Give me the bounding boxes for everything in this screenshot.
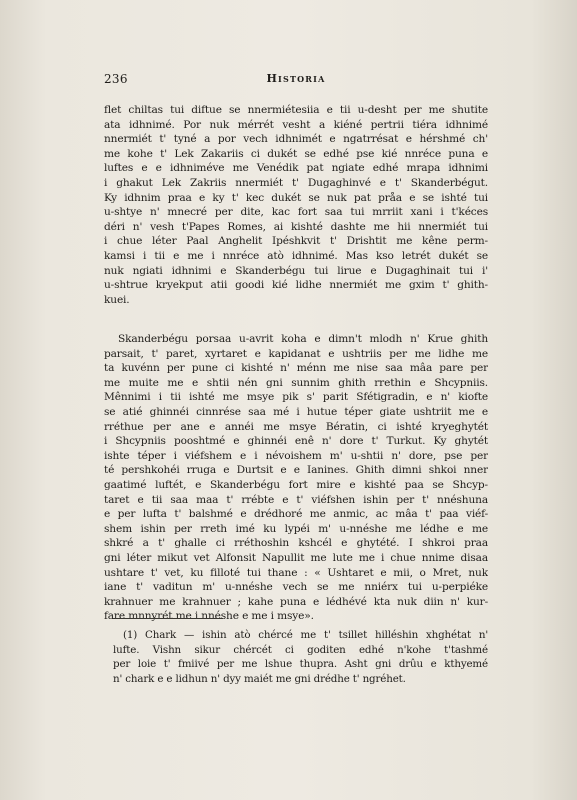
text-line: fare mnnyrét me i nnéshe e me i msye». <box>104 610 314 623</box>
text-line: se atié ghinnéi cinnrése saa mé i hutue téper giate ushtriit me e <box>104 405 488 418</box>
text-line: i ghakut Lek Zakriis nnermiét t' Dugaghinvé e t' Skanderbégut. <box>104 176 488 189</box>
text-line: ta kuvénn per pune ci kishté n' ménn me nise saa mâa pare per <box>104 362 488 375</box>
text-line: Mênnimi i tii ishté me msye pik s' parit Sfétigradin, e n' kiofte <box>104 391 488 404</box>
text-line: shem ishin per rreth imé ku lypéi m' u-nnéshe me lédhe e me <box>104 522 488 535</box>
text-line: luftes e e idhniméve me Venédik pat ngiate edhé mrapa idhnimi <box>104 162 488 175</box>
running-title: Historia <box>266 72 326 85</box>
footnote-line: per loie t' fmiivé per me lshue thupra. Asht gni drûu e kthyemé <box>113 658 488 671</box>
text-line: kuei. <box>104 293 130 306</box>
text-line: kamsi i tii e me i nnréce atò idhnimé. Mas kso letrét dukét se <box>104 249 488 262</box>
text-line: iane t' vaditun m' u-nnéshe vech se me nniérx tui u-perpiéke <box>104 581 488 594</box>
text-line: ushtare t' vet, ku filloté tui thane : « Ushtaret e mii, o Mret, nuk <box>104 566 488 579</box>
text-line: u-shtye n' mnecré per dite, kac fort saa tui mrriit xani i t'kéces <box>104 206 488 219</box>
text-line: nuk ngiati idhnimi e Skanderbégu tui lirue e Dugaghinait tui i' <box>104 264 488 277</box>
footnote-line: n' chark e e lidhun n' dyy maiét me gni drédhe t' ngréhet. <box>113 672 406 685</box>
text-line: u-shtrue kryekput atii goodi kié lidhe nnermiét me gxim t' ghith- <box>104 279 488 292</box>
text-line: té pershkohéi rruga e Durtsit e e Ianines. Ghith dimni shkoi nner <box>104 464 488 477</box>
page-number: 236 <box>104 72 128 86</box>
text-line: Skanderbégu porsaa u-avrit koha e dimn't mlodh n' Krue ghith <box>118 333 488 345</box>
text-line: krahnuer me krahnuer ; kahe puna e lédhévé kta nuk diin n' kur- <box>104 595 488 608</box>
text-line: gni léter mikut vet Alfonsit Napullit me lute me i chue nnime disaa <box>104 551 488 564</box>
footnote-divider <box>113 618 223 619</box>
text-line: parsait, t' paret, xyrtaret e kapidanat e ushtriis per me lidhe me <box>104 347 488 360</box>
text-line: i chue léter Paal Anghelit Ipéshkvit t' Drishtit me kêne perm- <box>104 235 488 248</box>
text-line: flet chiltas tui diftue se nnermiétesiia e tii u-desht per me shutite <box>104 104 488 116</box>
text-line: nnermiét t' tyné a por vech idhnimét e ngatrrésat e hérshmé ch' <box>104 133 488 146</box>
text-line: me muite me e shtii nén gni sunnim ghith rrethin e Shcypniis. <box>104 376 488 389</box>
text-line: me kohe t' Lek Zakariis ci dukét se edhé pse kié nnréce puna e <box>104 147 488 160</box>
text-line: ishte téper i viéfshem e i névoishem m' u-shtii n' dore, pse per <box>104 449 488 462</box>
footnote <box>113 628 488 686</box>
text-line: déri n' vesh t'Papes Romes, ai kishté dashte me hii nnermiét tui <box>104 220 488 233</box>
text-line: rréthue per ane e annéi me msye Bératin, ci ishté kryeghytét <box>104 420 488 433</box>
footnote-line: (1) Chark — ishin atò chércé me t' tsillet hilléshin xhghétat n' <box>123 629 488 641</box>
text-line: e per lufta t' balshmé e drédhoré me anmic, ac mâa t' paa viéf- <box>104 508 488 521</box>
text-line: taret e tii saa maa t' rrébte e t' viéfshen ishin per t' nnéshuna <box>104 493 488 506</box>
text-line: gaatimé luftét, e Skanderbégu fort mire e kishté paa se Shcyp- <box>104 478 488 491</box>
paragraph-skanderbeg <box>104 332 488 624</box>
text-line: ata idhnimé. Por nuk mérrét vesht a kiéné pertrii tiéra idhnimé <box>104 118 488 131</box>
page-header <box>104 72 488 90</box>
footnote-line: lufte. Vishn sikur chércét ci goditen edhé n'kohe t'tashmé <box>113 643 488 656</box>
paragraph-continuation <box>104 103 488 307</box>
text-line: Ky idhnim praa e ky t' kec dukét se nuk pat pråa e se ishté tui <box>104 191 488 204</box>
text-line: i Shcypniis pooshtmé e ghinnéi enê n' dore t' Turkut. Ky ghytét <box>104 435 488 448</box>
text-line: shkré a t' ghalle ci rréthoshin kshcél e ghytété. I shkroi praa <box>104 537 488 550</box>
